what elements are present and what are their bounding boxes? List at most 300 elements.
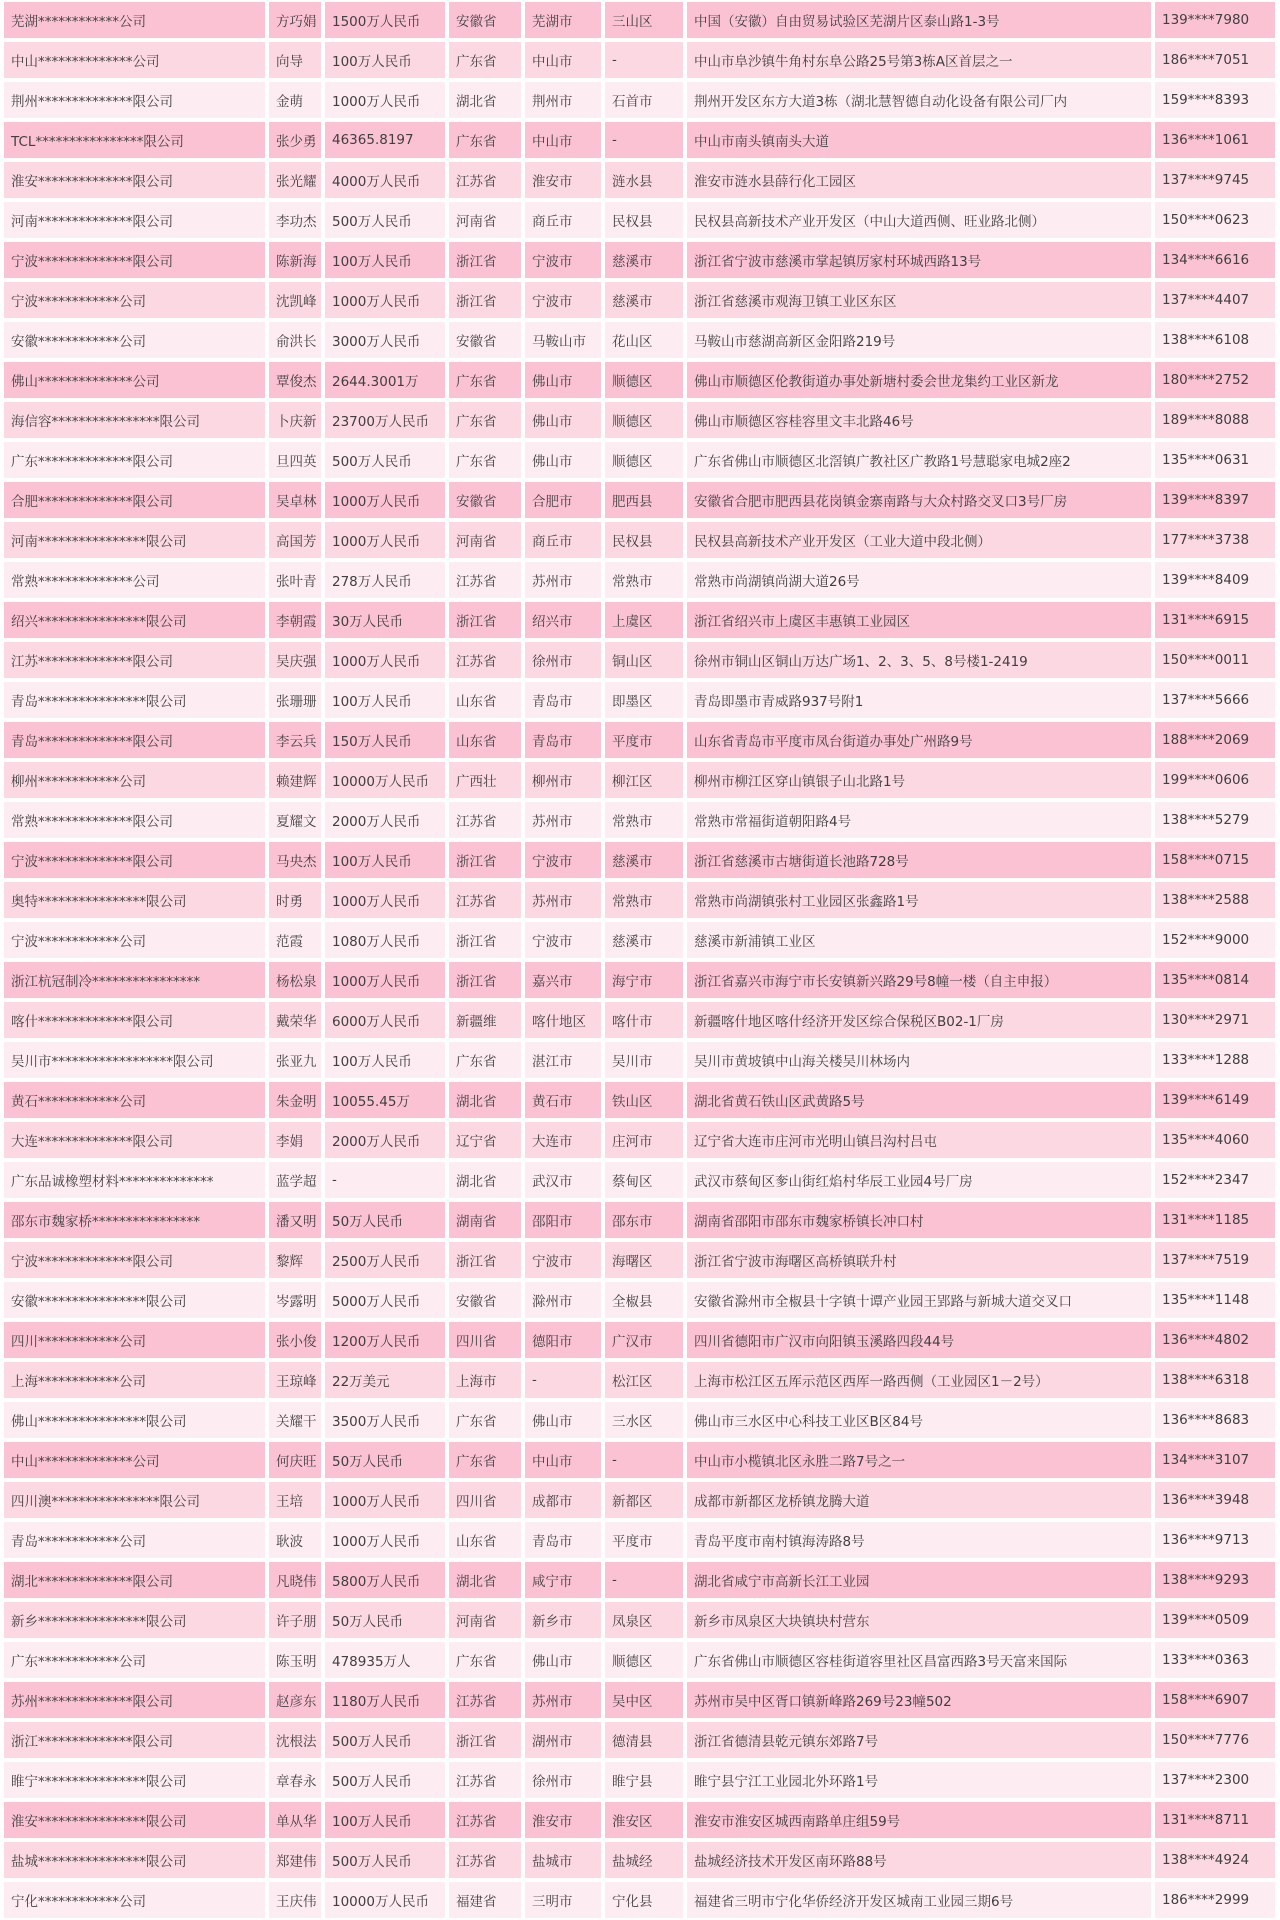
phone-cell: 138****5279 (1155, 802, 1275, 838)
table-row (4, 762, 1276, 798)
province-cell: 广东省 (449, 42, 521, 78)
capital-cell: 1000万人民币 (325, 482, 445, 518)
district-cell: 肥西县 (605, 482, 683, 518)
city-cell: 咸宁市 (525, 1562, 601, 1598)
district-cell: 喀什市 (605, 1002, 683, 1038)
district-cell: 凤泉区 (605, 1602, 683, 1638)
phone-cell: 137****5666 (1155, 682, 1275, 718)
table-row (4, 1842, 1276, 1878)
company-cell: 河南**************限公司 (4, 202, 265, 238)
phone-cell: 150****0623 (1155, 202, 1275, 238)
province-cell: 浙江省 (449, 1242, 521, 1278)
person-cell: 朱金明 (269, 1082, 321, 1118)
person-cell: 张少勇 (269, 122, 321, 158)
company-cell: 江苏**************限公司 (4, 642, 265, 678)
person-cell: 何庆旺 (269, 1442, 321, 1478)
address-cell: 浙江省德清县乾元镇东郊路7号 (687, 1722, 1151, 1758)
phone-cell: 136****1061 (1155, 122, 1275, 158)
person-cell: 黎辉 (269, 1242, 321, 1278)
company-cell: 青岛************公司 (4, 1522, 265, 1558)
company-cell: 喀什**************限公司 (4, 1002, 265, 1038)
capital-cell: 1000万人民币 (325, 642, 445, 678)
address-cell: 中国（安徽）自由贸易试验区芜湖片区泰山路1-3号 (687, 2, 1151, 38)
company-cell: 湖北**************限公司 (4, 1562, 265, 1598)
city-cell: 佛山市 (525, 1642, 601, 1678)
city-cell: 宁波市 (525, 842, 601, 878)
company-cell: 芜湖************公司 (4, 2, 265, 38)
person-cell: 潘又明 (269, 1202, 321, 1238)
capital-cell: 46365.8197 (325, 122, 445, 158)
phone-cell: 133****1288 (1155, 1042, 1275, 1078)
province-cell: 福建省 (449, 1882, 521, 1918)
district-cell: 常熟市 (605, 802, 683, 838)
capital-cell: 500万人民币 (325, 1762, 445, 1798)
district-cell: - (605, 42, 683, 78)
district-cell: 庄河市 (605, 1122, 683, 1158)
phone-cell: 138****2588 (1155, 882, 1275, 918)
address-cell: 慈溪市新浦镇工业区 (687, 922, 1151, 958)
table-row (4, 482, 1276, 518)
table-row (4, 322, 1276, 358)
district-cell: - (605, 1562, 683, 1598)
phone-cell: 137****4407 (1155, 282, 1275, 318)
table-row (4, 1482, 1276, 1518)
company-cell: 四川澳****************限公司 (4, 1482, 265, 1518)
capital-cell: 23700万人民币 (325, 402, 445, 438)
table-row (4, 1562, 1276, 1598)
phone-cell: 139****6149 (1155, 1082, 1275, 1118)
address-cell: 四川省德阳市广汉市向阳镇玉溪路四段44号 (687, 1322, 1151, 1358)
table-row (4, 1042, 1276, 1078)
company-cell: 宁化************公司 (4, 1882, 265, 1918)
phone-cell: 130****2971 (1155, 1002, 1275, 1038)
person-cell: 张小俊 (269, 1322, 321, 1358)
phone-cell: 131****1185 (1155, 1202, 1275, 1238)
company-cell: 吴川市******************限公司 (4, 1042, 265, 1078)
city-cell: 佛山市 (525, 402, 601, 438)
province-cell: 山东省 (449, 1522, 521, 1558)
capital-cell: 100万人民币 (325, 42, 445, 78)
phone-cell: 186****2999 (1155, 1882, 1275, 1918)
city-cell: 佛山市 (525, 1402, 601, 1438)
table-row (4, 1682, 1276, 1718)
phone-cell: 139****7980 (1155, 2, 1275, 38)
city-cell: 宁波市 (525, 1242, 601, 1278)
district-cell: - (605, 122, 683, 158)
province-cell: 江苏省 (449, 1682, 521, 1718)
company-cell: 宁波**************限公司 (4, 842, 265, 878)
city-cell: 黄石市 (525, 1082, 601, 1118)
city-cell: 中山市 (525, 42, 601, 78)
table-row (4, 562, 1276, 598)
district-cell: 民权县 (605, 202, 683, 238)
address-cell: 常熟市尚湖镇张村工业园区张鑫路1号 (687, 882, 1151, 918)
table-row (4, 1522, 1276, 1558)
company-cell: 合肥**************限公司 (4, 482, 265, 518)
province-cell: 安徽省 (449, 482, 521, 518)
table-row (4, 1122, 1276, 1158)
city-cell: - (525, 1362, 601, 1398)
company-cell: 大连**************限公司 (4, 1122, 265, 1158)
city-cell: 苏州市 (525, 882, 601, 918)
table-row (4, 42, 1276, 78)
address-cell: 淮安市涟水县薛行化工园区 (687, 162, 1151, 198)
district-cell: 三水区 (605, 1402, 683, 1438)
phone-cell: 137****9745 (1155, 162, 1275, 198)
person-cell: 郑建伟 (269, 1842, 321, 1878)
person-cell: 陈玉明 (269, 1642, 321, 1678)
company-cell: 安徽************公司 (4, 322, 265, 358)
address-cell: 民权县高新技术产业开发区（工业大道中段北侧） (687, 522, 1151, 558)
table-row (4, 242, 1276, 278)
capital-cell: 5800万人民币 (325, 1562, 445, 1598)
capital-cell: 1080万人民币 (325, 922, 445, 958)
person-cell: 赖建辉 (269, 762, 321, 798)
company-cell: 绍兴****************限公司 (4, 602, 265, 638)
city-cell: 商丘市 (525, 202, 601, 238)
person-cell: 岑露明 (269, 1282, 321, 1318)
district-cell: 上虞区 (605, 602, 683, 638)
phone-cell: 135****0814 (1155, 962, 1275, 998)
phone-cell: 180****2752 (1155, 362, 1275, 398)
address-cell: 浙江省慈溪市古塘街道长池路728号 (687, 842, 1151, 878)
table-row (4, 1282, 1276, 1318)
phone-cell: 134****6616 (1155, 242, 1275, 278)
district-cell: 常熟市 (605, 562, 683, 598)
address-cell: 浙江省宁波市慈溪市掌起镇厉家村环城西路13号 (687, 242, 1151, 278)
district-cell: 蔡甸区 (605, 1162, 683, 1198)
person-cell: 时勇 (269, 882, 321, 918)
capital-cell: 1000万人民币 (325, 882, 445, 918)
address-cell: 山东省青岛市平度市凤台街道办事处广州路9号 (687, 722, 1151, 758)
district-cell: 广汉市 (605, 1322, 683, 1358)
company-cell: 中山**************公司 (4, 42, 265, 78)
province-cell: 河南省 (449, 1602, 521, 1638)
district-cell: 全椒县 (605, 1282, 683, 1318)
capital-cell: 500万人民币 (325, 1842, 445, 1878)
phone-cell: 150****7776 (1155, 1722, 1275, 1758)
district-cell: 三山区 (605, 2, 683, 38)
company-cell: TCL****************限公司 (4, 122, 265, 158)
capital-cell: 1200万人民币 (325, 1322, 445, 1358)
company-cell: 常熟**************限公司 (4, 802, 265, 838)
person-cell: 方巧娟 (269, 2, 321, 38)
city-cell: 宁波市 (525, 922, 601, 958)
district-cell: 慈溪市 (605, 282, 683, 318)
company-cell: 青岛**************限公司 (4, 722, 265, 758)
address-cell: 新乡市凤泉区大块镇块村营东 (687, 1602, 1151, 1638)
company-cell: 浙江**************限公司 (4, 1722, 265, 1758)
city-cell: 苏州市 (525, 562, 601, 598)
phone-cell: 138****4924 (1155, 1842, 1275, 1878)
person-cell: 赵彦东 (269, 1682, 321, 1718)
table-row (4, 1402, 1276, 1438)
table-row (4, 2, 1276, 38)
address-cell: 武汉市蔡甸区奓山街红焰村华辰工业园4号厂房 (687, 1162, 1151, 1198)
city-cell: 新乡市 (525, 1602, 601, 1638)
province-cell: 浙江省 (449, 1722, 521, 1758)
city-cell: 佛山市 (525, 442, 601, 478)
city-cell: 盐城市 (525, 1842, 601, 1878)
person-cell: 覃俊杰 (269, 362, 321, 398)
district-cell: 慈溪市 (605, 842, 683, 878)
table-row (4, 962, 1276, 998)
person-cell: 吴庆强 (269, 642, 321, 678)
person-cell: 戴荣华 (269, 1002, 321, 1038)
person-cell: 向导 (269, 42, 321, 78)
district-cell: 宁化县 (605, 1882, 683, 1918)
province-cell: 四川省 (449, 1482, 521, 1518)
city-cell: 苏州市 (525, 1682, 601, 1718)
company-cell: 奥特****************限公司 (4, 882, 265, 918)
capital-cell: 150万人民币 (325, 722, 445, 758)
capital-cell: 2644.3001万 (325, 362, 445, 398)
province-cell: 山东省 (449, 682, 521, 718)
person-cell: 旦四英 (269, 442, 321, 478)
province-cell: 广东省 (449, 1042, 521, 1078)
province-cell: 湖北省 (449, 1562, 521, 1598)
phone-cell: 199****0606 (1155, 762, 1275, 798)
company-cell: 淮安****************限公司 (4, 1802, 265, 1838)
person-cell: 金萌 (269, 82, 321, 118)
table-row (4, 362, 1276, 398)
province-cell: 浙江省 (449, 842, 521, 878)
province-cell: 安徽省 (449, 2, 521, 38)
table-row (4, 282, 1276, 318)
person-cell: 张珊珊 (269, 682, 321, 718)
city-cell: 苏州市 (525, 802, 601, 838)
company-cell: 宁波************公司 (4, 282, 265, 318)
address-cell: 中山市小榄镇北区永胜二路7号之一 (687, 1442, 1151, 1478)
address-cell: 淮安市淮安区城西南路单庄组59号 (687, 1802, 1151, 1838)
province-cell: 江苏省 (449, 642, 521, 678)
address-cell: 盐城经济技术开发区南环路88号 (687, 1842, 1151, 1878)
city-cell: 淮安市 (525, 162, 601, 198)
capital-cell: 2000万人民币 (325, 802, 445, 838)
company-cell: 苏州**************限公司 (4, 1682, 265, 1718)
district-cell: 即墨区 (605, 682, 683, 718)
company-cell: 河南****************限公司 (4, 522, 265, 558)
capital-cell: 500万人民币 (325, 442, 445, 478)
person-cell: 王培 (269, 1482, 321, 1518)
province-cell: 广东省 (449, 1442, 521, 1478)
phone-cell: 189****8088 (1155, 402, 1275, 438)
province-cell: 江苏省 (449, 882, 521, 918)
company-cell: 常熟**************公司 (4, 562, 265, 598)
table-row (4, 202, 1276, 238)
company-cell: 浙江杭冠制冷**************** (4, 962, 265, 998)
company-cell: 柳州************公司 (4, 762, 265, 798)
district-cell: 邵东市 (605, 1202, 683, 1238)
person-cell: 凡晓伟 (269, 1562, 321, 1598)
person-cell: 章春永 (269, 1762, 321, 1798)
phone-cell: 158****6907 (1155, 1682, 1275, 1718)
person-cell: 张亚九 (269, 1042, 321, 1078)
province-cell: 安徽省 (449, 322, 521, 358)
table-row (4, 402, 1276, 438)
company-cell: 黄石************公司 (4, 1082, 265, 1118)
province-cell: 江苏省 (449, 1802, 521, 1838)
phone-cell: 138****6108 (1155, 322, 1275, 358)
person-cell: 许子朋 (269, 1602, 321, 1638)
capital-cell: 1000万人民币 (325, 522, 445, 558)
capital-cell: 100万人民币 (325, 1042, 445, 1078)
table-row (4, 122, 1276, 158)
table-row (4, 842, 1276, 878)
province-cell: 浙江省 (449, 962, 521, 998)
company-cell: 盐城****************限公司 (4, 1842, 265, 1878)
address-cell: 睢宁县宁江工业园北外环路1号 (687, 1762, 1151, 1798)
person-cell: 王庆伟 (269, 1882, 321, 1918)
capital-cell: 50万人民币 (325, 1442, 445, 1478)
company-cell: 海信容****************限公司 (4, 402, 265, 438)
table-row (4, 162, 1276, 198)
address-cell: 吴川市黄坡镇中山海关楼吴川林场内 (687, 1042, 1151, 1078)
capital-cell: 2500万人民币 (325, 1242, 445, 1278)
table-row (4, 1002, 1276, 1038)
phone-cell: 136****3948 (1155, 1482, 1275, 1518)
district-cell: 顺德区 (605, 442, 683, 478)
address-cell: 苏州市吴中区胥口镇新峰路269号23幢502 (687, 1682, 1151, 1718)
table-row (4, 922, 1276, 958)
phone-cell: 177****3738 (1155, 522, 1275, 558)
city-cell: 青岛市 (525, 682, 601, 718)
city-cell: 柳州市 (525, 762, 601, 798)
address-cell: 常熟市尚湖镇尚湖大道26号 (687, 562, 1151, 598)
phone-cell: 136****4802 (1155, 1322, 1275, 1358)
district-cell: 花山区 (605, 322, 683, 358)
address-cell: 湖北省黄石铁山区武黄路5号 (687, 1082, 1151, 1118)
phone-cell: 138****6318 (1155, 1362, 1275, 1398)
address-cell: 民权县高新技术产业开发区（中山大道西侧、旺业路北侧） (687, 202, 1151, 238)
province-cell: 江苏省 (449, 1762, 521, 1798)
capital-cell: - (325, 1162, 445, 1198)
capital-cell: 4000万人民币 (325, 162, 445, 198)
address-cell: 常熟市常福街道朝阳路4号 (687, 802, 1151, 838)
city-cell: 宁波市 (525, 282, 601, 318)
table-row (4, 1362, 1276, 1398)
table-row (4, 682, 1276, 718)
capital-cell: 6000万人民币 (325, 1002, 445, 1038)
province-cell: 河南省 (449, 202, 521, 238)
address-cell: 柳州市柳江区穿山镇银子山北路1号 (687, 762, 1151, 798)
capital-cell: 5000万人民币 (325, 1282, 445, 1318)
table-row (4, 1802, 1276, 1838)
province-cell: 上海市 (449, 1362, 521, 1398)
capital-cell: 1000万人民币 (325, 282, 445, 318)
city-cell: 商丘市 (525, 522, 601, 558)
district-cell: 石首市 (605, 82, 683, 118)
capital-cell: 1000万人民币 (325, 82, 445, 118)
district-cell: 睢宁县 (605, 1762, 683, 1798)
address-cell: 湖北省咸宁市高新长江工业园 (687, 1562, 1151, 1598)
province-cell: 广东省 (449, 1402, 521, 1438)
person-cell: 张光耀 (269, 162, 321, 198)
address-cell: 荆州开发区东方大道3栋（湖北慧智德自动化设备有限公司厂内 (687, 82, 1151, 118)
phone-cell: 138****9293 (1155, 1562, 1275, 1598)
person-cell: 卜庆新 (269, 402, 321, 438)
company-cell: 宁波**************限公司 (4, 242, 265, 278)
address-cell: 佛山市顺德区容桂容里文丰北路46号 (687, 402, 1151, 438)
district-cell: 民权县 (605, 522, 683, 558)
capital-cell: 30万人民币 (325, 602, 445, 638)
company-cell: 广东**************限公司 (4, 442, 265, 478)
company-cell: 宁波**************限公司 (4, 1242, 265, 1278)
district-cell: 常熟市 (605, 882, 683, 918)
person-cell: 李云兵 (269, 722, 321, 758)
province-cell: 湖北省 (449, 82, 521, 118)
person-cell: 蓝学超 (269, 1162, 321, 1198)
province-cell: 新疆维 (449, 1002, 521, 1038)
table-row (4, 1442, 1276, 1478)
district-cell: 新都区 (605, 1482, 683, 1518)
district-cell: 柳江区 (605, 762, 683, 798)
company-cell: 睢宁****************限公司 (4, 1762, 265, 1798)
address-cell: 上海市松江区五厍示范区西厍一路西侧（工业园区1－2号） (687, 1362, 1151, 1398)
person-cell: 高国芳 (269, 522, 321, 558)
province-cell: 江苏省 (449, 162, 521, 198)
city-cell: 嘉兴市 (525, 962, 601, 998)
city-cell: 宁波市 (525, 242, 601, 278)
city-cell: 喀什地区 (525, 1002, 601, 1038)
phone-cell: 152****9000 (1155, 922, 1275, 958)
city-cell: 淮安市 (525, 1802, 601, 1838)
table-row (4, 1642, 1276, 1678)
city-cell: 德阳市 (525, 1322, 601, 1358)
province-cell: 浙江省 (449, 922, 521, 958)
phone-cell: 133****0363 (1155, 1642, 1275, 1678)
address-cell: 浙江省绍兴市上虞区丰惠镇工业园区 (687, 602, 1151, 638)
province-cell: 广东省 (449, 1642, 521, 1678)
company-cell: 新乡****************限公司 (4, 1602, 265, 1638)
capital-cell: 10000万人民币 (325, 762, 445, 798)
district-cell: 慈溪市 (605, 242, 683, 278)
city-cell: 中山市 (525, 1442, 601, 1478)
capital-cell: 10055.45万 (325, 1082, 445, 1118)
table-row (4, 1082, 1276, 1118)
address-cell: 湖南省邵阳市邵东市魏家桥镇长冲口村 (687, 1202, 1151, 1238)
province-cell: 广西壮 (449, 762, 521, 798)
province-cell: 湖北省 (449, 1082, 521, 1118)
phone-cell: 135****4060 (1155, 1122, 1275, 1158)
company-cell: 上海************公司 (4, 1362, 265, 1398)
phone-cell: 135****0631 (1155, 442, 1275, 478)
table-row (4, 1322, 1276, 1358)
address-cell: 浙江省宁波市海曙区高桥镇联升村 (687, 1242, 1151, 1278)
phone-cell: 137****7519 (1155, 1242, 1275, 1278)
person-cell: 沈根法 (269, 1722, 321, 1758)
person-cell: 李朝霞 (269, 602, 321, 638)
phone-cell: 137****2300 (1155, 1762, 1275, 1798)
company-cell: 四川************公司 (4, 1322, 265, 1358)
capital-cell: 100万人民币 (325, 842, 445, 878)
company-cell: 邵东市魏家桥**************** (4, 1202, 265, 1238)
address-cell: 佛山市顺德区伦教街道办事处新塘村委会世龙集约工业区新龙 (687, 362, 1151, 398)
phone-cell: 139****8409 (1155, 562, 1275, 598)
phone-cell: 131****6915 (1155, 602, 1275, 638)
district-cell: 涟水县 (605, 162, 683, 198)
address-cell: 中山市南头镇南头大道 (687, 122, 1151, 158)
city-cell: 徐州市 (525, 1762, 601, 1798)
address-cell: 成都市新都区龙桥镇龙腾大道 (687, 1482, 1151, 1518)
district-cell: 平度市 (605, 1522, 683, 1558)
province-cell: 广东省 (449, 402, 521, 438)
district-cell: 淮安区 (605, 1802, 683, 1838)
province-cell: 浙江省 (449, 242, 521, 278)
phone-cell: 186****7051 (1155, 42, 1275, 78)
phone-cell: 139****0509 (1155, 1602, 1275, 1638)
phone-cell: 136****8683 (1155, 1402, 1275, 1438)
